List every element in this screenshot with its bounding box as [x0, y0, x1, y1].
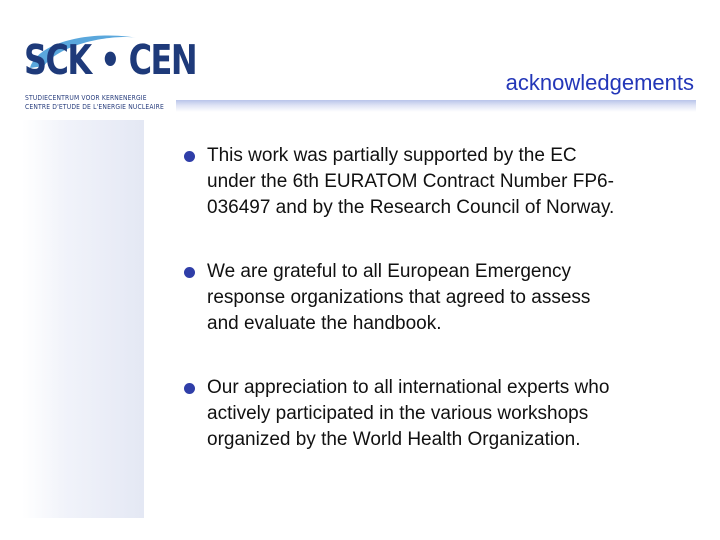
bullet-dot-icon [184, 151, 195, 162]
bullet-dot-icon [184, 383, 195, 394]
slide-title: acknowledgements [505, 70, 694, 95]
bullet-text: We are grateful to all European Emergency response organizations that agreed to assess and evaluate the handbook. [207, 261, 591, 334]
left-decorative-bar [22, 120, 144, 518]
bullet-text: Our appreciation to all international experts who actively participated in the various workshops organized by the World Health Organization. [207, 377, 610, 450]
logo-wordmark: SCK • CEN [24, 36, 197, 84]
title-underline [176, 100, 696, 112]
logo-subtitle-dutch: STUDIECENTRUM VOOR KERNENERGIE [25, 94, 147, 102]
bullet-dot-icon [184, 267, 195, 278]
logo-subtitle-french: CENTRE D'ETUDE DE L'ENERGIE NUCLEAIRE [25, 103, 164, 111]
sck-cen-logo [20, 28, 197, 118]
bullet-text: This work was partially supported by the EC under the 6th EURATOM Contract Number FP6- 036497 and by the Research Council of Norway. [207, 145, 615, 218]
